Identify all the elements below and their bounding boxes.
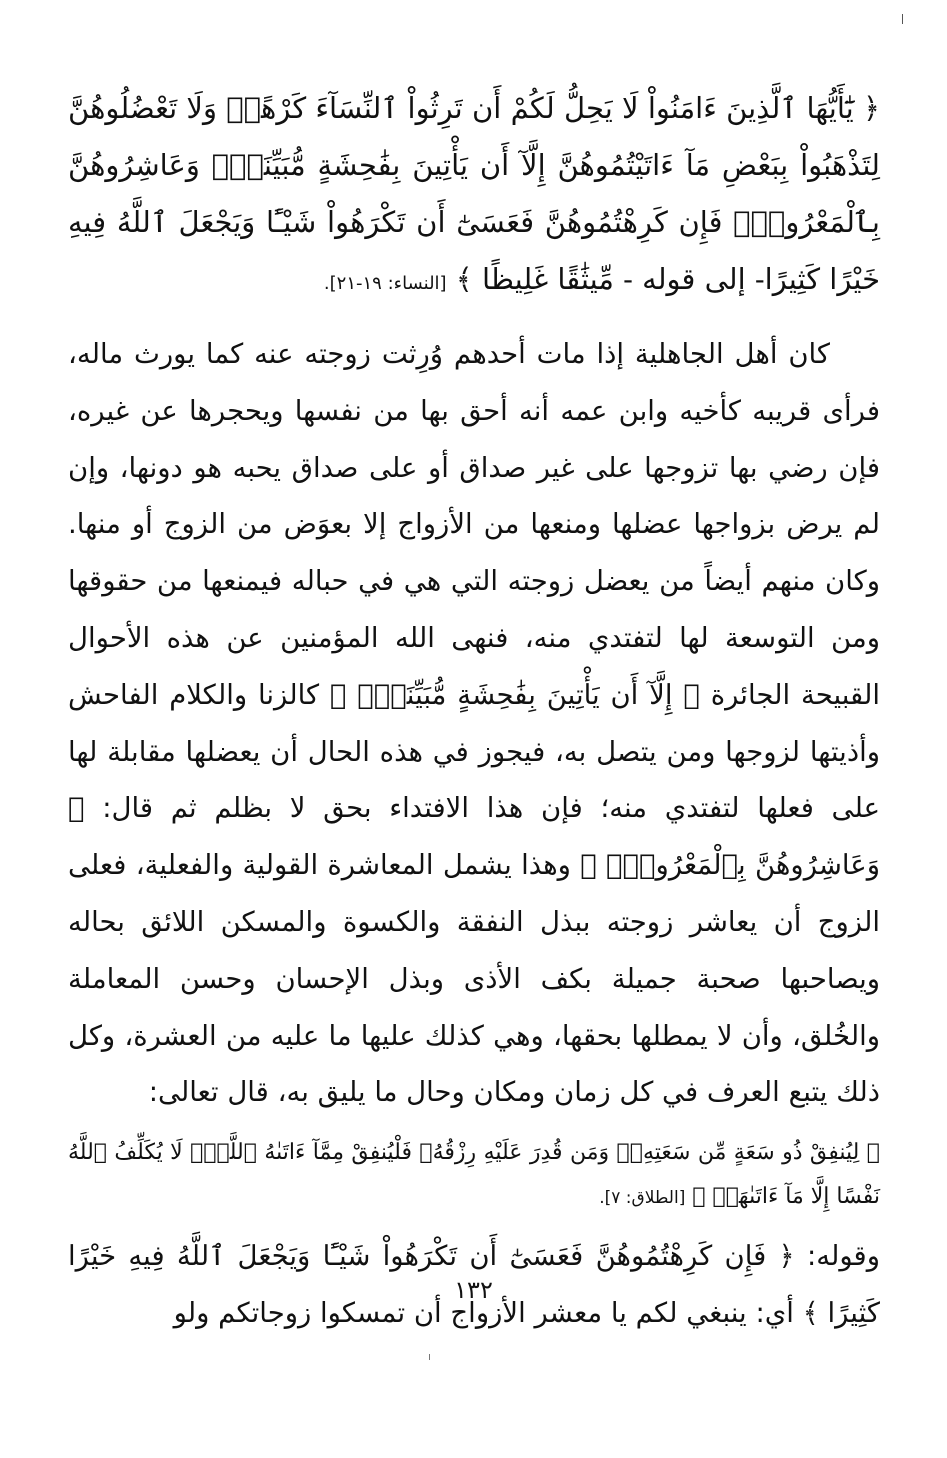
inline-verse-2: ﴿ وَعَاشِرُوهُنَّ بِٱلْمَعْرُوفِۚ ﴾ (68, 792, 880, 882)
talaq-verse-reference: [الطلاق: ٧]. (599, 1188, 686, 1209)
scan-mark-bottom (429, 1354, 430, 1360)
opening-verse-text: ﴿ يَٰٓأَيُّهَا ٱلَّذِينَ ءَامَنُواْ لَا يَحِلُّ لَكُمْ أَن تَرِثُواْ ٱلنِّسَآءَ كَرْهًاۖ وَلَا تَعْضُلُوهُنَّ لِتَذْهَبُواْ بِبَعْضِ مَآ ءَاتَيْتُمُوهُنَّ إِلَّآ أَن يَأْتِينَ بِفَٰحِشَةٍ مُّبَيِّنَةٍۚ وَعَاشِرُوهُنَّ بِٱلْمَعْرُوفِۚ فَإِن كَرِهْتُمُوهُنَّ فَعَسَىٰٓ أَن تَكْرَهُواْ شَيْـًٔا وَيَجْعَلَ ٱللَّهُ فِيهِ خَيْرًا كَثِيرًا- إلى قوله - مِّيثَٰقًا غَلِيظًا ﴾ (68, 91, 880, 296)
commentary-paragraph (68, 326, 880, 1121)
page-number: ١٣٢ (454, 1276, 493, 1304)
inline-verse-1: ﴿ إِلَّآ أَن يَأْتِينَ بِفَٰحِشَةٍ مُّبَيِّنَةٍۚ ﴾ (329, 678, 700, 711)
talaq-verse-text: ﴿ لِيُنفِقْ ذُو سَعَةٍ مِّن سَعَتِهِۦۖ وَمَن قُدِرَ عَلَيْهِ رِزْقُهُۥ فَلْيُنفِقْ مِمَّآ ءَاتَىٰهُ ٱللَّهُۚ لَا يُكَلِّفُ ٱللَّهُ نَفْسًا إِلَّا مَآ ءَاتَىٰهَاۚ ﴾ (68, 1140, 880, 1210)
paragraph-2-text: أي: ينبغي لكم يا معشر الأزواج أن تمسكوا زوجاتكم ولو (173, 1296, 794, 1329)
paragraph-1c-text: وهذا يشمل المعاشرة القولية والفعلية، فعلى الزوج أن يعاشر زوجته ببذل النفقة والكسوة والمسكن اللائق بحاله ويصاحبها صحبة جميلة بكف الأذى وبذل الإحسان وحسن المعاملة والخُلق، وأن لا يمطلها بحقها، وهي كذلك عليها ما عليه من العشرة، وكل ذلك يتبع العرف في كل زمان ومكان وحال ما يليق به، قال تعالى: (68, 849, 880, 1109)
scan-mark (902, 14, 903, 24)
paragraph-2-lead: وقوله: (806, 1240, 880, 1273)
inline-verse-3: ﴿ فَإِن كَرِهْتُمُوهُنَّ فَعَسَىٰٓ أَن تَكْرَهُواْ شَيْـًٔا وَيَجْعَلَ ٱللَّهُ فِيهِ خَيْرًا كَثِيرًا ﴾ (68, 1240, 880, 1329)
opening-verse (68, 80, 880, 312)
paragraph-1-text: كان أهل الجاهلية إذا مات أحدهم وُرِثت زوجته عنه كما يورث ماله، فرأى قريبه كأخيه وابن عمه أنه أحق بها من نفسها ويحجرها عن غيره، فإن رضي بها تزوجها على غير صداق أو على صداق يحبه هو دونها، وإن لم يرض بزواجها عضلها ومنعها من الأزواج إلا بعوَض من الزوج أو منها. وكان منهم أيضاً من يعضل زوجته التي هي في حباله فيمنعها من حقوقها ومن التوسعة لها لتفتدي منه، فنهى الله المؤمنين عن هذه الأحوال القبيحة الجائرة (68, 338, 880, 711)
paragraph-1b-text: كالزنا والكلام الفاحش وأذيتها لزوجها ومن يتصل به، فيجوز في هذه الحال أن يعضلها مقابلة لها على فعلها لتفتدي منه؛ فإن هذا الافتداء بحق لا بظلم ثم قال: (68, 678, 880, 825)
talaq-verse (68, 1131, 880, 1220)
opening-verse-reference: [النساء: ١٩-٢١]. (323, 273, 447, 294)
page-body (68, 80, 880, 1342)
